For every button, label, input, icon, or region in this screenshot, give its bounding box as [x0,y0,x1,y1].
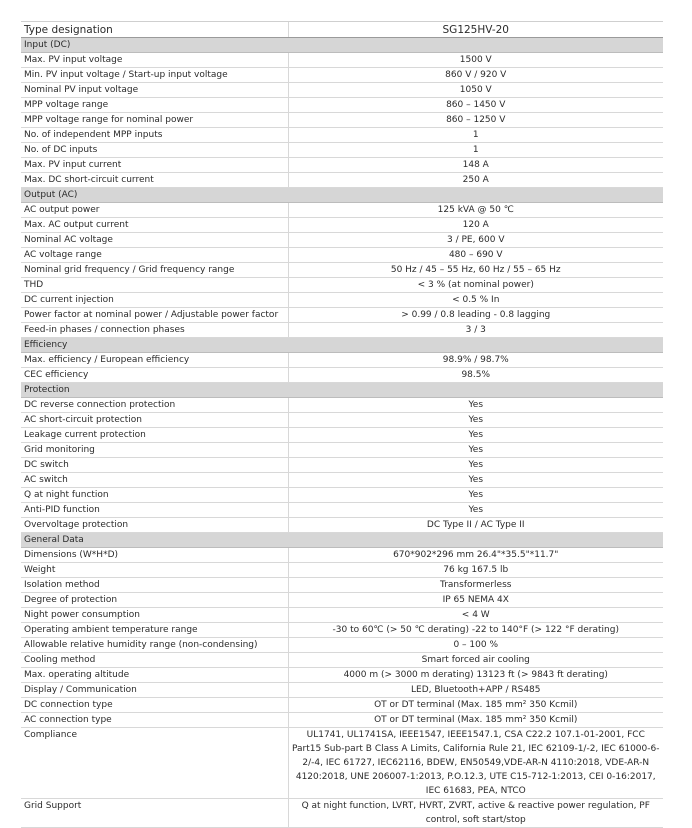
section-title: General Data [21,533,663,548]
spec-label: Dimensions (W*H*D) [21,548,288,563]
table-row [21,668,663,683]
table-row [21,518,663,533]
table-row [21,293,663,308]
table-row [21,53,663,68]
spec-label: MPP voltage range for nominal power [21,113,288,128]
table-row [21,623,663,638]
spec-value: < 0.5 % In [288,293,663,308]
spec-label: MPP voltage range [21,98,288,113]
spec-label: Max. PV input current [21,158,288,173]
spec-value: 480 – 690 V [288,248,663,263]
table-row [21,323,663,338]
table-row [21,473,663,488]
spec-table [21,21,663,828]
table-row [21,593,663,608]
spec-value: OT or DT terminal (Max. 185 mm² 350 Kcmil) [288,713,663,728]
table-row [21,653,663,668]
spec-label: Max. efficiency / European efficiency [21,353,288,368]
spec-label: Anti-PID function [21,503,288,518]
spec-value: Yes [288,503,663,518]
spec-label: DC reverse connection protection [21,398,288,413]
table-row [21,548,663,563]
spec-label: AC connection type [21,713,288,728]
spec-value: 120 A [288,218,663,233]
spec-label: Max. operating altitude [21,668,288,683]
table-row [21,368,663,383]
spec-value: OT or DT terminal (Max. 185 mm² 350 Kcmil) [288,698,663,713]
table-row [21,713,663,728]
table-row [21,503,663,518]
spec-table-body [21,22,663,828]
spec-label: Power factor at nominal power / Adjustable power factor [21,308,288,323]
spec-value: 76 kg 167.5 lb [288,563,663,578]
spec-label: Feed-in phases / connection phases [21,323,288,338]
table-row [21,683,663,698]
spec-value: IP 65 NEMA 4X [288,593,663,608]
spec-label: Operating ambient temperature range [21,623,288,638]
table-row [21,353,663,368]
spec-label: AC voltage range [21,248,288,263]
section-header [21,383,663,398]
section-header [21,38,663,53]
spec-label: Max. PV input voltage [21,53,288,68]
table-row [21,428,663,443]
spec-value: 1500 V [288,53,663,68]
spec-label: Overvoltage protection [21,518,288,533]
table-row [21,233,663,248]
spec-label: Q at night function [21,488,288,503]
spec-value: -30 to 60℃ (> 50 ℃ derating) -22 to 140°F (> 122 °F derating) [288,623,663,638]
spec-value: Yes [288,443,663,458]
spec-value: < 4 W [288,608,663,623]
table-row [21,488,663,503]
spec-label: No. of DC inputs [21,143,288,158]
spec-label: Grid monitoring [21,443,288,458]
spec-value: Yes [288,413,663,428]
spec-value: 860 – 1450 V [288,98,663,113]
table-row [21,83,663,98]
datasheet [21,21,663,828]
table-row [21,113,663,128]
spec-value: UL1741, UL1741SA, IEEE1547, IEEE1547.1, CSA C22.2 107.1-01-2001, FCC Part15 Sub-part B Class A Limits, California Rule 21, IEC 62109-1/-2, IEC 61000-6-2/-4, IEC 61727, IEC62116, BDEW, EN50549,VDE-AR-N 4110:2018, VDE-AR-N 4120:2018, UNE 206007-1:2013, P.O.12.3, UTE C15-712-1:2013, CEI 0-16:2017, IEC 61683, PEA, NTCO [288,728,663,799]
header-label: Type designation [21,22,288,38]
spec-value: Transformerless [288,578,663,593]
spec-label: AC output power [21,203,288,218]
table-row [21,698,663,713]
spec-value: 860 V / 920 V [288,68,663,83]
table-row [21,218,663,233]
table-row [21,638,663,653]
spec-label: Nominal grid frequency / Grid frequency range [21,263,288,278]
table-row [21,443,663,458]
section-title: Protection [21,383,663,398]
spec-label: Cooling method [21,653,288,668]
spec-label: Weight [21,563,288,578]
spec-label: AC short-circuit protection [21,413,288,428]
spec-label: No. of independent MPP inputs [21,128,288,143]
spec-value: 1050 V [288,83,663,98]
table-row [21,203,663,218]
spec-value: 4000 m (> 3000 m derating) 13123 ft (> 9843 ft derating) [288,668,663,683]
spec-value: LED, Bluetooth+APP / RS485 [288,683,663,698]
spec-label: Nominal PV input voltage [21,83,288,98]
spec-value: > 0.99 / 0.8 leading - 0.8 lagging [288,308,663,323]
table-row [21,173,663,188]
spec-label: DC connection type [21,698,288,713]
spec-value: 1 [288,143,663,158]
header-value: SG125HV-20 [288,22,663,38]
header-row [21,22,663,38]
section-title: Output (AC) [21,188,663,203]
spec-label: DC current injection [21,293,288,308]
table-row [21,799,663,828]
spec-label: Display / Communication [21,683,288,698]
spec-value: 50 Hz / 45 – 55 Hz, 60 Hz / 55 – 65 Hz [288,263,663,278]
spec-label: Degree of protection [21,593,288,608]
spec-label: THD [21,278,288,293]
spec-label: Max. AC output current [21,218,288,233]
spec-label: CEC efficiency [21,368,288,383]
section-title: Input (DC) [21,38,663,53]
table-row [21,98,663,113]
table-row [21,278,663,293]
table-row [21,563,663,578]
table-row [21,308,663,323]
spec-value: Q at night function, LVRT, HVRT, ZVRT, active & reactive power regulation, PF control, soft start/stop [288,799,663,828]
spec-label: Nominal AC voltage [21,233,288,248]
table-row [21,608,663,623]
table-row [21,578,663,593]
section-title: Efficiency [21,338,663,353]
spec-value: 3 / PE, 600 V [288,233,663,248]
spec-value: 125 kVA @ 50 ℃ [288,203,663,218]
table-row [21,458,663,473]
spec-value: 98.9% / 98.7% [288,353,663,368]
spec-value: Yes [288,488,663,503]
spec-value: DC Type II / AC Type II [288,518,663,533]
spec-label: Isolation method [21,578,288,593]
spec-value: 0 – 100 % [288,638,663,653]
spec-value: Yes [288,473,663,488]
spec-label: Night power consumption [21,608,288,623]
spec-value: < 3 % (at nominal power) [288,278,663,293]
spec-value: 148 A [288,158,663,173]
spec-label: AC switch [21,473,288,488]
section-header [21,188,663,203]
spec-label: Allowable relative humidity range (non-condensing) [21,638,288,653]
table-row [21,413,663,428]
spec-value: 98.5% [288,368,663,383]
table-row [21,248,663,263]
spec-label: Max. DC short-circuit current [21,173,288,188]
spec-value: 1 [288,128,663,143]
spec-label: DC switch [21,458,288,473]
spec-label: Compliance [21,728,288,799]
section-header [21,533,663,548]
spec-value: 860 – 1250 V [288,113,663,128]
table-row [21,398,663,413]
spec-value: Yes [288,458,663,473]
section-header [21,338,663,353]
table-row [21,68,663,83]
table-row [21,263,663,278]
spec-value: 670*902*296 mm 26.4"*35.5"*11.7" [288,548,663,563]
table-row [21,728,663,799]
spec-value: Yes [288,428,663,443]
table-row [21,143,663,158]
table-row [21,128,663,143]
spec-label: Leakage current protection [21,428,288,443]
spec-value: 3 / 3 [288,323,663,338]
spec-value: Yes [288,398,663,413]
spec-label: Grid Support [21,799,288,828]
spec-value: Smart forced air cooling [288,653,663,668]
spec-value: 250 A [288,173,663,188]
spec-label: Min. PV input voltage / Start-up input voltage [21,68,288,83]
table-row [21,158,663,173]
